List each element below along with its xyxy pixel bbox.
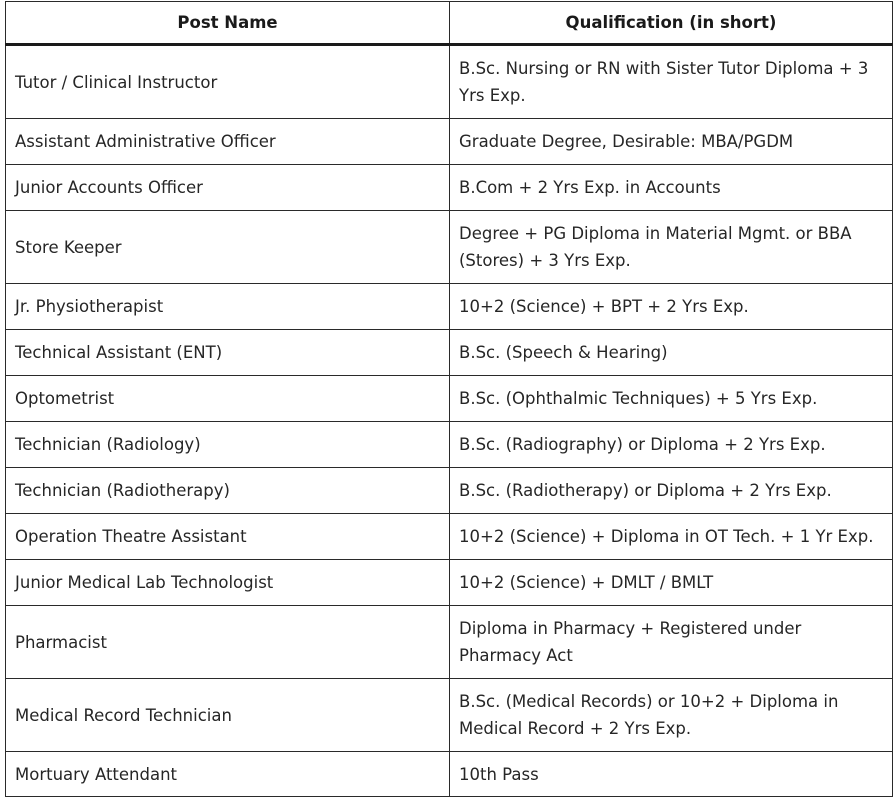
table-row xyxy=(6,376,893,422)
cell-post: Junior Medical Lab Technologist xyxy=(6,560,450,606)
cell-qualification: B.Sc. (Radiotherapy) or Diploma + 2 Yrs Exp. xyxy=(450,468,893,514)
cell-post: Assistant Administrative Officer xyxy=(6,119,450,165)
cell-qualification: 10th Pass xyxy=(450,752,893,797)
table-row xyxy=(6,606,893,679)
cell-post: Operation Theatre Assistant xyxy=(6,514,450,560)
cell-post: Technician (Radiology) xyxy=(6,422,450,468)
cell-qualification: B.Sc. (Radiography) or Diploma + 2 Yrs Exp. xyxy=(450,422,893,468)
table-row xyxy=(6,211,893,284)
qualification-table xyxy=(5,1,893,797)
cell-qualification: Diploma in Pharmacy + Registered under Pharmacy Act xyxy=(450,606,893,679)
table-row xyxy=(6,284,893,330)
table-row xyxy=(6,45,893,119)
cell-post: Junior Accounts Officer xyxy=(6,165,450,211)
cell-post: Pharmacist xyxy=(6,606,450,679)
cell-post: Tutor / Clinical Instructor xyxy=(6,45,450,119)
header-post-name: Post Name xyxy=(6,2,450,45)
table-header-row xyxy=(6,2,893,45)
table-row xyxy=(6,165,893,211)
table-row xyxy=(6,330,893,376)
cell-qualification: B.Com + 2 Yrs Exp. in Accounts xyxy=(450,165,893,211)
cell-qualification: Graduate Degree, Desirable: MBA/PGDM xyxy=(450,119,893,165)
table-row xyxy=(6,752,893,797)
cell-qualification: B.Sc. (Medical Records) or 10+2 + Diploma in Medical Record + 2 Yrs Exp. xyxy=(450,679,893,752)
table-row xyxy=(6,468,893,514)
table-row xyxy=(6,679,893,752)
cell-post: Medical Record Technician xyxy=(6,679,450,752)
cell-post: Jr. Physiotherapist xyxy=(6,284,450,330)
table-row xyxy=(6,119,893,165)
cell-qualification: B.Sc. Nursing or RN with Sister Tutor Diploma + 3 Yrs Exp. xyxy=(450,45,893,119)
header-qualification: Qualification (in short) xyxy=(450,2,893,45)
cell-qualification: Degree + PG Diploma in Material Mgmt. or BBA (Stores) + 3 Yrs Exp. xyxy=(450,211,893,284)
cell-qualification: 10+2 (Science) + DMLT / BMLT xyxy=(450,560,893,606)
cell-post: Technical Assistant (ENT) xyxy=(6,330,450,376)
table-row xyxy=(6,560,893,606)
cell-post: Store Keeper xyxy=(6,211,450,284)
table-row xyxy=(6,422,893,468)
cell-qualification: B.Sc. (Ophthalmic Techniques) + 5 Yrs Exp. xyxy=(450,376,893,422)
cell-qualification: 10+2 (Science) + Diploma in OT Tech. + 1 Yr Exp. xyxy=(450,514,893,560)
table-row xyxy=(6,514,893,560)
cell-qualification: 10+2 (Science) + BPT + 2 Yrs Exp. xyxy=(450,284,893,330)
cell-post: Optometrist xyxy=(6,376,450,422)
cell-post: Technician (Radiotherapy) xyxy=(6,468,450,514)
cell-qualification: B.Sc. (Speech & Hearing) xyxy=(450,330,893,376)
cell-post: Mortuary Attendant xyxy=(6,752,450,797)
